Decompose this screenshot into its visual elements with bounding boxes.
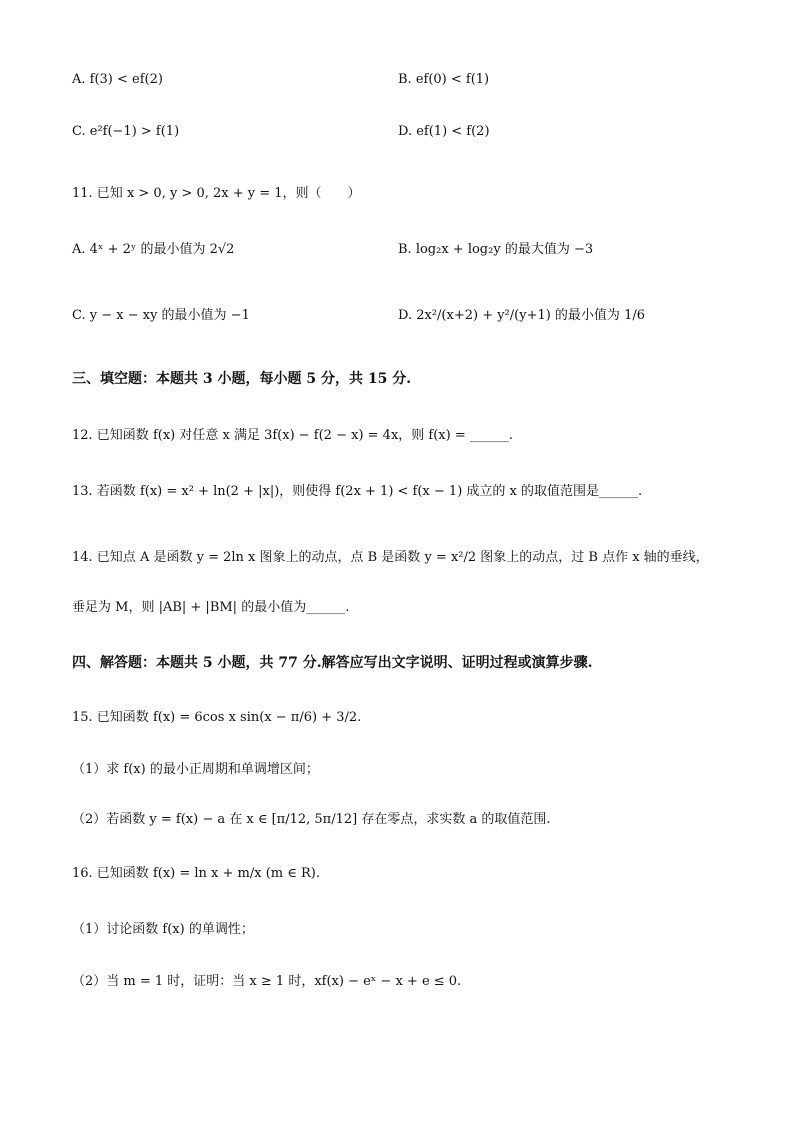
q16-stem: 16. 已知函数 f(x) = ln x + m/x (m ∈ R). bbox=[72, 866, 320, 881]
q10-option-b: B. ef(0) < f(1) bbox=[398, 72, 490, 87]
section-heading-fill-in: 三、填空题：本题共 3 小题，每小题 5 分，共 15 分. bbox=[72, 371, 412, 387]
q10-option-c: C. e²f(−1) > f(1) bbox=[72, 124, 180, 139]
section-heading-solutions: 四、解答题：本题共 5 小题，共 77 分.解答应写出文字说明、证明过程或演算步骤. bbox=[72, 655, 593, 671]
q15-stem: 15. 已知函数 f(x) = 6cos x sin(x − π/6) + 3/2. bbox=[72, 710, 362, 725]
q10-option-a: A. f(3) < ef(2) bbox=[72, 72, 163, 87]
q13: 13. 若函数 f(x) = x² + ln(2 + |x|)，则使得 f(2x + 1) < f(x − 1) 成立的 x 的取值范围是______. bbox=[72, 484, 643, 499]
q11-option-a: A. 4ˣ + 2ʸ 的最小值为 2√2 bbox=[72, 242, 235, 257]
q16-part1: （1）讨论函数 f(x) 的单调性； bbox=[72, 922, 254, 937]
q16-part2: （2）当 m = 1 时，证明：当 x ≥ 1 时，xf(x) − eˣ − x + e ≤ 0. bbox=[72, 974, 462, 989]
q15-part1: （1）求 f(x) 的最小正周期和单调增区间； bbox=[72, 762, 319, 777]
q14-line1: 14. 已知点 A 是函数 y = 2ln x 图象上的动点，点 B 是函数 y = x²/2 图象上的动点，过 B 点作 x 轴的垂线， bbox=[72, 550, 709, 565]
q12: 12. 已知函数 f(x) 对任意 x 满足 3f(x) − f(2 − x) = 4x，则 f(x) = ______. bbox=[72, 428, 513, 443]
q11-option-d: D. 2x²/(x+2) + y²/(y+1) 的最小值为 1/6 bbox=[398, 308, 645, 323]
q11-stem: 11. 已知 x > 0, y > 0, 2x + y = 1，则（ ） bbox=[72, 186, 361, 201]
q11-option-b: B. log₂x + log₂y 的最大值为 −3 bbox=[398, 242, 594, 257]
q11-option-c: C. y − x − xy 的最小值为 −1 bbox=[72, 308, 250, 323]
q15-part2: （2）若函数 y = f(x) − a 在 x ∈ [π/12, 5π/12] 存在零点，求实数 a 的取值范围. bbox=[72, 812, 551, 827]
q14-line2: 垂足为 M，则 |AB| + |BM| 的最小值为______. bbox=[72, 600, 350, 615]
q10-option-d: D. ef(1) < f(2) bbox=[398, 124, 490, 139]
